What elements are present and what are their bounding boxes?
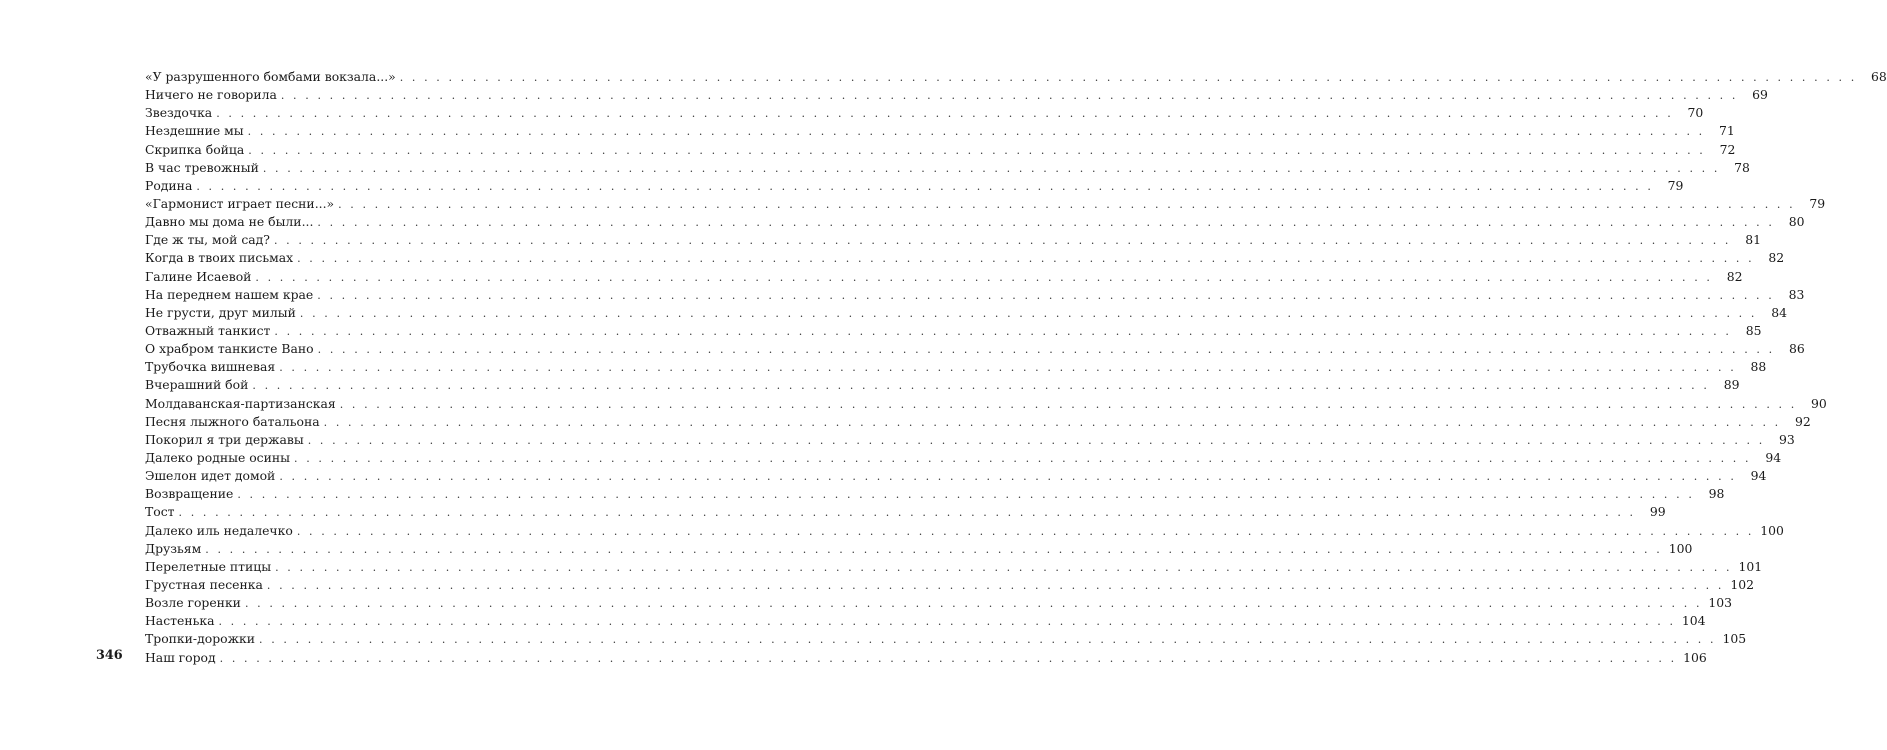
toc-entry-page: 93 (1779, 431, 1795, 447)
toc-dot-leader: . . . . . . . . . . . . . . . . . . . . . . . . . . . . . . . . . . . . . . . . . . . . . . . . . . . . . . . . . . . . . . . . . . . . . . . . . . . . . . . . . . . . . . . . . . . . . . . . . . . . . . . . . . . . . . . . . . . . . . . . (262, 161, 1720, 175)
toc-entry-page: 86 (1788, 341, 1805, 357)
toc-dot-leader: . . . . . . . . . . . . . . . . . . . . . . . . . . . . . . . . . . . . . . . . . . . . . . . . . . . . . . . . . . . . . . . . . . . . . . . . . . . . . . . . . . . . . . . . . . . . . . . . . . . . . . . . . . . . . . . . . . . . . . . . (279, 470, 1737, 484)
toc-dot-leader: . . . . . . . . . . . . . . . . . . . . . . . . . . . . . . . . . . . . . . . . . . . . . . . . . . . . . . . . . . . . . . . . . . . . . . . . . . . . . . . . . . . . . . . . . . . . . . . . . . . . . . . . . . . . . . . . . . . . . . . . (237, 488, 1695, 502)
toc-dot-leader: . . . . . . . . . . . . . . . . . . . . . . . . . . . . . . . . . . . . . . . . . . . . . . . . . . . . . . . . . . . . . . . . . . . . . . . . . . . . . . . . . . . . . . . . . . . . . . . . . . . . . . . . . . . . . . . . . . . . . . . . (317, 216, 1775, 230)
toc-entry (145, 249, 1785, 267)
toc-entry-page: 90 (1811, 395, 1827, 411)
table-of-contents (145, 68, 1887, 667)
toc-dot-leader: . . . . . . . . . . . . . . . . . . . . . . . . . . . . . . . . . . . . . . . . . . . . . . . . . . . . . . . . . . . . . . . . . . . . . . . . . . . . . . . . . . . . . . . . . . . . . . . . . . . . . . . . . . . . . . . . . . . . . . . . (248, 143, 1706, 157)
toc-entry-title: Не грусти, друг милый (145, 304, 296, 320)
toc-entry (145, 322, 1762, 340)
toc-entry (145, 141, 1736, 159)
toc-entry (145, 159, 1750, 177)
toc-entry (145, 612, 1706, 630)
toc-entry-page: 85 (1745, 322, 1762, 338)
toc-dot-leader: . . . . . . . . . . . . . . . . . . . . . . . . . . . . . . . . . . . . . . . . . . . . . . . . . . . . . . . . . . . . . . . . . . . . . . . . . . . . . . . . . . . . . . . . . . . . . . . . . . . . . . . . . . . . . . . . . . . . . . . . (274, 324, 1732, 338)
toc-dot-leader: . . . . . . . . . . . . . . . . . . . . . . . . . . . . . . . . . . . . . . . . . . . . . . . . . . . . . . . . . . . . . . . . . . . . . . . . . . . . . . . . . . . . . . . . . . . . . . . . . . . . . . . . . . . . . . . . . . . . . . . . (307, 433, 1765, 447)
toc-entry-page: 70 (1687, 105, 1704, 121)
toc-entry-title: Тропки-дорожки (145, 631, 255, 647)
toc-entry-page: 84 (1771, 304, 1787, 320)
toc-dot-leader: . . . . . . . . . . . . . . . . . . . . . . . . . . . . . . . . . . . . . . . . . . . . . . . . . . . . . . . . . . . . . . . . . . . . . . . . . . . . . . . . . . . . . . . . . . . . . . . . . . . . . . . . . . . . . . . . . . . . . . . . (297, 252, 1755, 266)
toc-entry (145, 86, 1768, 104)
toc-entry-title: Наш город (145, 649, 216, 665)
toc-entry-title: Вчерашний бой (145, 377, 249, 393)
toc-entry-title: Далеко иль недалечко (145, 522, 293, 538)
toc-entry-title: Где ж ты, мой сад? (145, 232, 270, 248)
toc-entry-title: Покорил я три державы (145, 431, 304, 447)
toc-entry (145, 540, 1693, 558)
toc-dot-leader: . . . . . . . . . . . . . . . . . . . . . . . . . . . . . . . . . . . . . . . . . . . . . . . . . . . . . . . . . . . . . . . . . . . . . . . . . . . . . . . . . . . . . . . . . . . . . . . . . . . . . . . . . . . . . . . . . . . . . . . . (219, 651, 1677, 665)
toc-dot-leader: . . . . . . . . . . . . . . . . . . . . . . . . . . . . . . . . . . . . . . . . . . . . . . . . . . . . . . . . . . . . . . . . . . . . . . . . . . . . . . . . . . . . . . . . . . . . . . . . . . . . . . . . . . . . . . . . . . . . . . . . (317, 288, 1775, 302)
toc-entry (145, 630, 1747, 648)
toc-entry (145, 576, 1754, 594)
toc-entry-page: 94 (1765, 449, 1782, 465)
toc-entry-page: 92 (1794, 413, 1811, 429)
toc-entry-title: Настенька (145, 613, 215, 629)
toc-entry (145, 649, 1707, 667)
toc-entry-title: Возвращение (145, 486, 234, 502)
toc-entry-page: 82 (1768, 250, 1785, 266)
toc-entry (145, 485, 1725, 503)
toc-entry (145, 286, 1805, 304)
toc-entry-page: 105 (1722, 631, 1747, 647)
toc-entry-title: Перелетные птицы (145, 558, 272, 574)
toc-entry-title: Песня лыжного батальона (145, 413, 320, 429)
toc-entry (145, 104, 1704, 122)
toc-entry-page: 69 (1752, 87, 1768, 103)
toc-dot-leader: . . . . . . . . . . . . . . . . . . . . . . . . . . . . . . . . . . . . . . . . . . . . . . . . . . . . . . . . . . . . . . . . . . . . . . . . . . . . . . . . . . . . . . . . . . . . . . . . . . . . . . . . . . . . . . . . . . . . . . . . (252, 379, 1710, 393)
toc-entry (145, 522, 1784, 540)
toc-entry-page: 72 (1719, 141, 1736, 157)
toc-entry-title: Родина (145, 177, 193, 193)
toc-entry (145, 304, 1787, 322)
toc-dot-leader: . . . . . . . . . . . . . . . . . . . . . . . . . . . . . . . . . . . . . . . . . . . . . . . . . . . . . . . . . . . . . . . . . . . . . . . . . . . . . . . . . . . . . . . . . . . . . . . . . . . . . . . . . . . . . . . . . . . . . . . . (296, 524, 1754, 538)
toc-entry-page: 79 (1667, 177, 1684, 193)
toc-dot-leader: . . . . . . . . . . . . . . . . . . . . . . . . . . . . . . . . . . . . . . . . . . . . . . . . . . . . . . . . . . . . . . . . . . . . . . . . . . . . . . . . . . . . . . . . . . . . . . . . . . . . . . . . . . . . . . . . . . . . . . . . (279, 361, 1737, 375)
toc-entry (145, 122, 1735, 140)
toc-dot-leader: . . . . . . . . . . . . . . . . . . . . . . . . . . . . . . . . . . . . . . . . . . . . . . . . . . . . . . . . . . . . . . . . . . . . . . . . . . . . . . . . . . . . . . . . . . . . . . . . . . . . . . . . . . . . . . . . . . . . . . . . (218, 615, 1676, 629)
toc-entry-title: Когда в твоих письмах (145, 250, 294, 266)
toc-entry-page: 98 (1708, 486, 1725, 502)
toc-dot-leader: . . . . . . . . . . . . . . . . . . . . . . . . . . . . . . . . . . . . . . . . . . . . . . . . . . . . . . . . . . . . . . . . . . . . . . . . . . . . . . . . . . . . . . . . . . . . . . . . . . . . . . . . . . . . . . . . . . . . . . . . (266, 578, 1724, 592)
toc-entry-title: Нездешние мы (145, 123, 244, 139)
toc-entry-page: 103 (1708, 595, 1733, 611)
toc-entry (145, 231, 1762, 249)
toc-entry-page: 94 (1750, 468, 1767, 484)
toc-dot-leader: . . . . . . . . . . . . . . . . . . . . . . . . . . . . . . . . . . . . . . . . . . . . . . . . . . . . . . . . . . . . . . . . . . . . . . . . . . . . . . . . . . . . . . . . . . . . . . . . . . . . . . . . . . . . . . . . . . . . . . . . (294, 451, 1752, 465)
toc-entry-page: 100 (1668, 540, 1693, 556)
toc-entry-title: Возле горенки (145, 595, 241, 611)
toc-entry-page: 83 (1788, 286, 1805, 302)
toc-dot-leader: . . . . . . . . . . . . . . . . . . . . . . . . . . . . . . . . . . . . . . . . . . . . . . . . . . . . . . . . . . . . . . . . . . . . . . . . . . . . . . . . . . . . . . . . . . . . . . . . . . . . . . . . . . . . . . . . . . . . . . . . (275, 560, 1733, 574)
toc-entry-page: 80 (1788, 214, 1805, 230)
toc-entry (145, 395, 1827, 413)
toc-entry-title: Скрипка бойца (145, 141, 245, 157)
toc-entry-title: Друзьям (145, 540, 202, 556)
toc-entry-title: Молдаванская-партизанская (145, 395, 336, 411)
toc-entry-page: 100 (1760, 522, 1784, 538)
page-number: 346 (96, 648, 123, 663)
toc-entry-title: Тост (145, 504, 175, 520)
toc-entry (145, 68, 1887, 86)
toc-dot-leader: . . . . . . . . . . . . . . . . . . . . . . . . . . . . . . . . . . . . . . . . . . . . . . . . . . . . . . . . . . . . . . . . . . . . . . . . . . . . . . . . . . . . . . . . . . . . . . . . . . . . . . . . . . . . . . . . . . . . . . . . (399, 71, 1857, 84)
toc-entry (145, 195, 1826, 213)
toc-entry-title: Ничего не говорила (145, 87, 277, 103)
toc-entry (145, 467, 1767, 485)
toc-dot-leader: . . . . . . . . . . . . . . . . . . . . . . . . . . . . . . . . . . . . . . . . . . . . . . . . . . . . . . . . . . . . . . . . . . . . . . . . . . . . . . . . . . . . . . . . . . . . . . . . . . . . . . . . . . . . . . . . . . . . . . . . (216, 107, 1674, 121)
toc-entry (145, 268, 1743, 286)
toc-entry-page: 99 (1649, 504, 1666, 520)
toc-entry (145, 177, 1684, 195)
toc-dot-leader: . . . . . . . . . . . . . . . . . . . . . . . . . . . . . . . . . . . . . . . . . . . . . . . . . . . . . . . . . . . . . . . . . . . . . . . . . . . . . . . . . . . . . . . . . . . . . . . . . . . . . . . . . . . . . . . . . . . . . . . . (339, 397, 1797, 411)
toc-entry-title: Эшелон идет домой (145, 468, 276, 484)
toc-dot-leader: . . . . . . . . . . . . . . . . . . . . . . . . . . . . . . . . . . . . . . . . . . . . . . . . . . . . . . . . . . . . . . . . . . . . . . . . . . . . . . . . . . . . . . . . . . . . . . . . . . . . . . . . . . . . . . . . . . . . . . . . (205, 542, 1663, 556)
toc-entry (145, 340, 1805, 358)
toc-entry (145, 558, 1763, 576)
toc-dot-leader: . . . . . . . . . . . . . . . . . . . . . . . . . . . . . . . . . . . . . . . . . . . . . . . . . . . . . . . . . . . . . . . . . . . . . . . . . . . . . . . . . . . . . . . . . . . . . . . . . . . . . . . . . . . . . . . . . . . . . . . . (338, 197, 1796, 211)
toc-entry-page: 71 (1718, 123, 1735, 139)
toc-entry-page: 78 (1734, 159, 1750, 175)
toc-entry-title: «Гармонист играет песни...» (145, 195, 335, 211)
toc-entry-title: «У разрушенного бомбами вокзала...» (145, 69, 396, 84)
toc-dot-leader: . . . . . . . . . . . . . . . . . . . . . . . . . . . . . . . . . . . . . . . . . . . . . . . . . . . . . . . . . . . . . . . . . . . . . . . . . . . . . . . . . . . . . . . . . . . . . . . . . . . . . . . . . . . . . . . . . . . . . . . . (259, 633, 1717, 647)
toc-entry (145, 213, 1805, 231)
toc-entry-page: 102 (1730, 576, 1754, 592)
toc-dot-leader: . . . . . . . . . . . . . . . . . . . . . . . . . . . . . . . . . . . . . . . . . . . . . . . . . . . . . . . . . . . . . . . . . . . . . . . . . . . . . . . . . . . . . . . . . . . . . . . . . . . . . . . . . . . . . . . . . . . . . . . . (323, 415, 1781, 429)
toc-entry-title: Звездочка (145, 105, 213, 121)
toc-entry-title: Далеко родные осины (145, 449, 290, 465)
toc-dot-leader: . . . . . . . . . . . . . . . . . . . . . . . . . . . . . . . . . . . . . . . . . . . . . . . . . . . . . . . . . . . . . . . . . . . . . . . . . . . . . . . . . . . . . . . . . . . . . . . . . . . . . . . . . . . . . . . . . . . . . . . . (280, 89, 1738, 103)
toc-dot-leader: . . . . . . . . . . . . . . . . . . . . . . . . . . . . . . . . . . . . . . . . . . . . . . . . . . . . . . . . . . . . . . . . . . . . . . . . . . . . . . . . . . . . . . . . . . . . . . . . . . . . . . . . . . . . . . . . . . . . . . . . (247, 125, 1705, 139)
toc-dot-leader: . . . . . . . . . . . . . . . . . . . . . . . . . . . . . . . . . . . . . . . . . . . . . . . . . . . . . . . . . . . . . . . . . . . . . . . . . . . . . . . . . . . . . . . . . . . . . . . . . . . . . . . . . . . . . . . . . . . . . . . . (196, 179, 1654, 193)
toc-entry-title: В час тревожный (145, 159, 259, 175)
toc-entry-page: 104 (1681, 613, 1706, 629)
toc-dot-leader: . . . . . . . . . . . . . . . . . . . . . . . . . . . . . . . . . . . . . . . . . . . . . . . . . . . . . . . . . . . . . . . . . . . . . . . . . . . . . . . . . . . . . . . . . . . . . . . . . . . . . . . . . . . . . . . . . . . . . . . . (178, 506, 1636, 520)
toc-entry-page: 81 (1745, 232, 1762, 248)
toc-entry-title: Грустная песенка (145, 576, 263, 592)
toc-dot-leader: . . . . . . . . . . . . . . . . . . . . . . . . . . . . . . . . . . . . . . . . . . . . . . . . . . . . . . . . . . . . . . . . . . . . . . . . . . . . . . . . . . . . . . . . . . . . . . . . . . . . . . . . . . . . . . . . . . . . . . . . (273, 234, 1732, 248)
toc-entry-title: Давно мы дома не были... (145, 214, 314, 230)
toc-entry-page: 89 (1723, 377, 1740, 393)
toc-dot-leader: . . . . . . . . . . . . . . . . . . . . . . . . . . . . . . . . . . . . . . . . . . . . . . . . . . . . . . . . . . . . . . . . . . . . . . . . . . . . . . . . . . . . . . . . . . . . . . . . . . . . . . . . . . . . . . . . . . . . . . . . (317, 343, 1775, 357)
toc-dot-leader: . . . . . . . . . . . . . . . . . . . . . . . . . . . . . . . . . . . . . . . . . . . . . . . . . . . . . . . . . . . . . . . . . . . . . . . . . . . . . . . . . . . . . . . . . . . . . . . . . . . . . . . . . . . . . . . . . . . . . . . . (299, 306, 1757, 320)
toc-entry (145, 413, 1811, 431)
toc-entry-title: Отважный танкист (145, 322, 271, 338)
toc-entry-page: 79 (1809, 195, 1826, 211)
toc-entry (145, 358, 1767, 376)
toc-entry-title: О храбром танкисте Вано (145, 341, 314, 357)
toc-dot-leader: . . . . . . . . . . . . . . . . . . . . . . . . . . . . . . . . . . . . . . . . . . . . . . . . . . . . . . . . . . . . . . . . . . . . . . . . . . . . . . . . . . . . . . . . . . . . . . . . . . . . . . . . . . . . . . . . . . . . . . . . (255, 270, 1713, 284)
toc-entry-title: Галине Исаевой (145, 268, 252, 284)
toc-entry-page: 68 (1871, 69, 1887, 84)
toc-entry (145, 594, 1733, 612)
toc-entry-page: 82 (1726, 268, 1743, 284)
toc-entry (145, 449, 1782, 467)
toc-entry-page: 88 (1750, 359, 1767, 375)
toc-entry (145, 431, 1795, 449)
toc-entry-title: Трубочка вишневая (145, 359, 276, 375)
toc-entry-page: 106 (1683, 649, 1707, 665)
toc-entry-title: На переднем нашем крае (145, 286, 314, 302)
toc-entry-page: 101 (1738, 558, 1763, 574)
toc-dot-leader: . . . . . . . . . . . . . . . . . . . . . . . . . . . . . . . . . . . . . . . . . . . . . . . . . . . . . . . . . . . . . . . . . . . . . . . . . . . . . . . . . . . . . . . . . . . . . . . . . . . . . . . . . . . . . . . . . . . . . . . . (244, 597, 1703, 611)
toc-entry (145, 503, 1666, 521)
toc-entry (145, 376, 1740, 394)
